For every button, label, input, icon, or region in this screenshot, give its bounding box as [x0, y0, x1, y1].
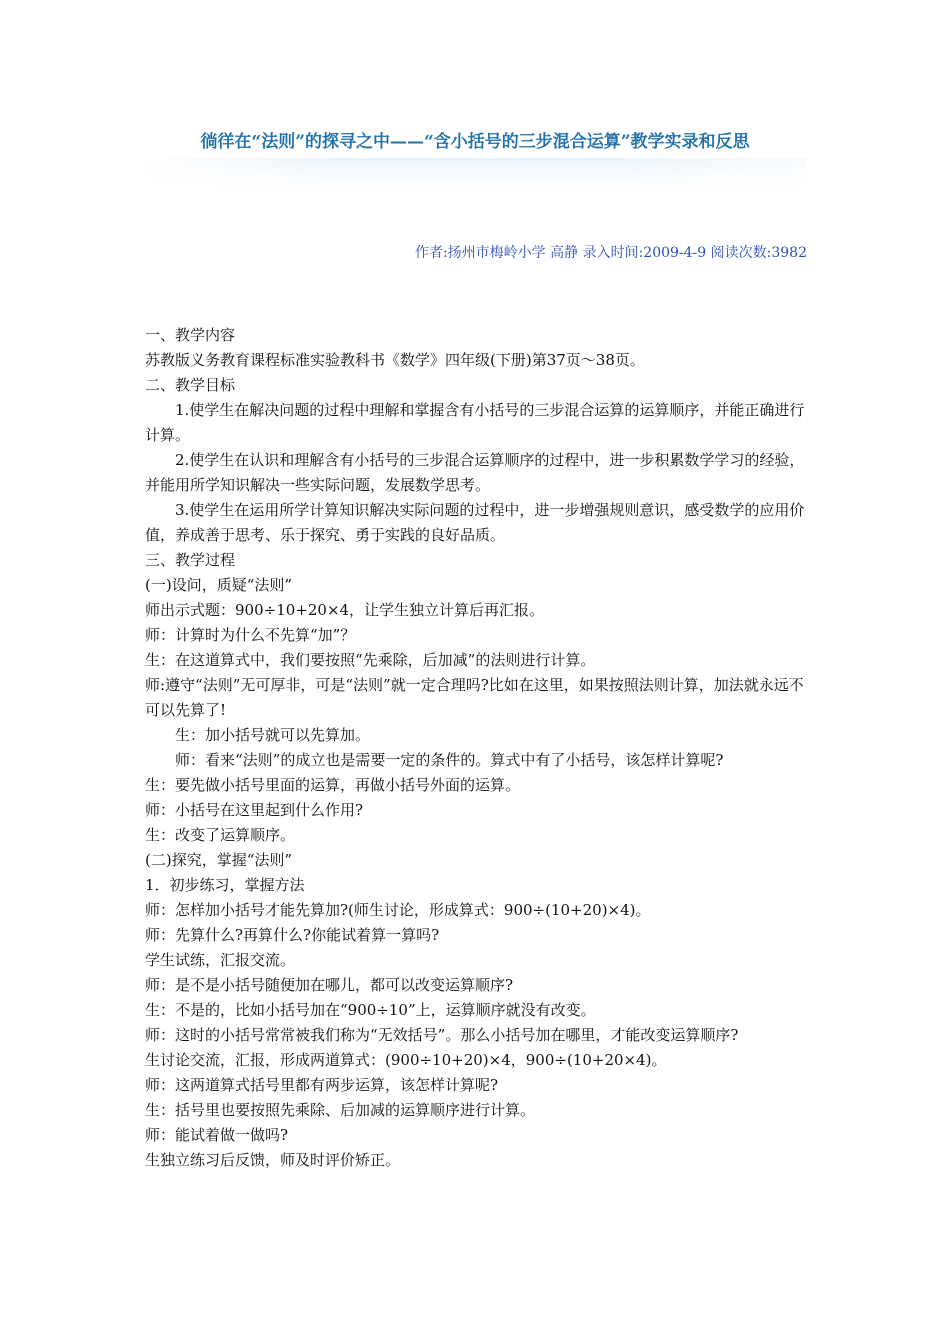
paragraph: 生：括号里也要按照先乘除、后加减的运算顺序进行计算。 [145, 1101, 536, 1119]
paragraph: 生独立练习后反馈，师及时评价矫正。 [145, 1151, 401, 1169]
paragraph: 师：能试着做一做吗? [145, 1126, 289, 1144]
paragraph: 生：改变了运算顺序。 [145, 826, 296, 844]
paragraph: 师出示式题：900÷10+20×4，让学生独立计算后再汇报。 [145, 601, 545, 619]
article-body [145, 323, 807, 1173]
article-meta: 作者:扬州市梅岭小学 高静 录入时间:2009-4-9 阅读次数:3982 [414, 245, 807, 261]
subsection-item-1: 1．初步练习，掌握方法 [145, 876, 305, 894]
paragraph: 师：这时的小括号常常被我们称为“无效括号”。那么小括号加在哪里，才能改变运算顺序? [145, 1026, 739, 1044]
paragraph: 苏教版义务教育课程标准实验教科书《数学》四年级(下册)第37页～38页。 [145, 351, 645, 369]
paragraph: 师：这两道算式括号里都有两步运算，该怎样计算呢? [145, 1076, 499, 1094]
paragraph: 生：要先做小括号里面的运算，再做小括号外面的运算。 [145, 776, 521, 794]
subsection-heading-2: (二)探究，掌握“法则” [145, 851, 293, 869]
paragraph: 生：加小括号就可以先算加。 [175, 726, 371, 744]
subsection-heading-1: (一)设问，质疑“法则” [145, 576, 293, 594]
section-heading-objectives: 二、教学目标 [145, 376, 236, 394]
title-gradient-band [145, 158, 807, 192]
paragraph: 学生试练，汇报交流。 [145, 951, 296, 969]
objective-item-3: 3.使学生在运用所学计算知识解决实际问题的过程中，进一步增强规则意识，感受数学的应用价值，养成善于思考、乐于探究、勇于实践的良好品质。 [145, 501, 805, 544]
objective-item-1: 1.使学生在解决问题的过程中理解和掌握含有小括号的三步混合运算的运算顺序，并能正确进行计算。 [145, 401, 805, 444]
paragraph: 师:遵守“法则”无可厚非，可是“法则”就一定合理吗?比如在这里，如果按照法则计算，加法就永远不可以先算了! [145, 676, 804, 719]
paragraph: 师：先算什么?再算什么?你能试着算一算吗? [145, 926, 440, 944]
objective-item-2: 2.使学生在认识和理解含有小括号的三步混合运算顺序的过程中，进一步积累数学学习的经验，并能用所学知识解决一些实际问题，发展数学思考。 [145, 451, 805, 494]
paragraph: 生：不是的，比如小括号加在“900÷10”上，运算顺序就没有改变。 [145, 1001, 596, 1019]
paragraph: 生讨论交流，汇报，形成两道算式：(900÷10+20)×4，900÷(10+20×4)。 [145, 1051, 667, 1069]
paragraph: 师：怎样加小括号才能先算加?(师生讨论，形成算式：900÷(10+20)×4)。 [145, 901, 651, 919]
section-heading-content: 一、教学内容 [145, 326, 236, 344]
paragraph: 师：是不是小括号随便加在哪儿，都可以改变运算顺序? [145, 976, 514, 994]
section-heading-process: 三、教学过程 [145, 551, 236, 569]
paragraph: 生：在这道算式中，我们要按照“先乘除，后加减”的法则进行计算。 [145, 651, 596, 669]
paragraph: 师：看来“法则”的成立也是需要一定的条件的。算式中有了小括号，该怎样计算呢? [175, 751, 724, 769]
paragraph: 师：计算时为什么不先算“加”？ [145, 626, 356, 644]
paragraph: 师：小括号在这里起到什么作用? [145, 801, 364, 819]
article-title: 徜徉在“法则”的探寻之中——“含小括号的三步混合运算”教学实录和反思 [200, 132, 750, 152]
